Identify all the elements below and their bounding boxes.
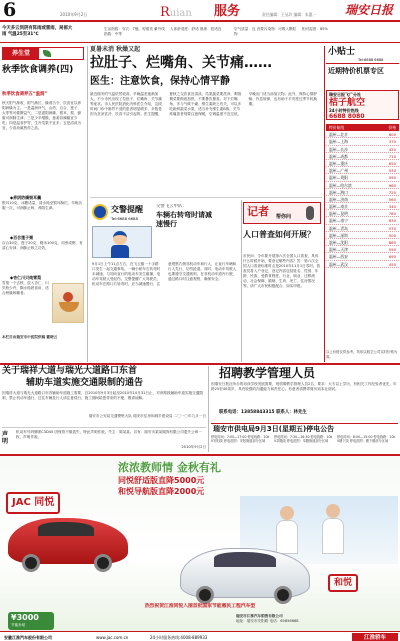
microphone-icon bbox=[306, 206, 314, 220]
promo-line-2: 24小时特价热线 bbox=[329, 108, 359, 113]
route-cell: 温州—重庆 bbox=[329, 160, 348, 166]
price-cell: 370 bbox=[388, 139, 396, 145]
health-column bbox=[0, 45, 86, 363]
price-header: 价格 bbox=[388, 125, 396, 130]
ad-dealer: 安徽江淮汽车股份有限公司 bbox=[4, 635, 52, 640]
price-cell: 450 bbox=[388, 261, 396, 267]
comfort-index: 人体舒适度：舒适 晨练：较适宜 bbox=[170, 27, 222, 31]
notice-headline-1: 关于瑞祥大道与瑞光大道路口东首 bbox=[2, 366, 138, 376]
health-title: 秋季饮食调养(四) bbox=[2, 65, 74, 75]
route-cell: 温州—青岛 bbox=[329, 225, 348, 231]
traffic-notice bbox=[2, 366, 206, 426]
route-header: 特价航线 bbox=[329, 125, 345, 130]
recruit-tel: 联系电话：13858843315 联系人：林先生 bbox=[219, 410, 307, 415]
fare-table-row bbox=[326, 217, 399, 224]
ad-offer-1: 同悦舒适版直降5000元 bbox=[118, 476, 205, 485]
route-cell: 温州—上海 bbox=[329, 139, 348, 145]
tips-note: 以上价格仅供参考，具体以航空公司实时价格为准。 bbox=[326, 350, 398, 359]
fare-table-row bbox=[326, 232, 399, 239]
life-index: 生活指数：穿衣：T恤、短裙类 紫外线指数：中等 bbox=[104, 27, 165, 36]
health-item-3-title: ◆杏仁川贝炖雪梨 bbox=[10, 275, 42, 280]
health-tag bbox=[2, 47, 84, 60]
statement-sign: 2010年9月2日 bbox=[181, 445, 206, 449]
reporter-question: 人口普查如何开展？ bbox=[243, 230, 315, 239]
cartoon-officer-body bbox=[111, 245, 129, 258]
route-cell: 温州—济南 bbox=[329, 196, 348, 202]
person-icon bbox=[326, 504, 340, 518]
route-cell: 温州—海口 bbox=[329, 189, 348, 195]
fare-table-row bbox=[326, 246, 399, 253]
traffic-label: 交警提醒 bbox=[111, 205, 143, 214]
price-cell: 710 bbox=[388, 153, 396, 159]
notice-body: 因瑞祥大道与瑞光大道路口东首辅助车道施工需要，自2010年9月3日起至2010年10月31日止，对该路段辅助车道实施交通限制，禁止机动车通行，过往车辆及行人请注意绕行。施工期间给您带来的不便，敬请谅解。 bbox=[2, 391, 203, 400]
divider bbox=[241, 200, 242, 362]
ad-slogan: 浓浓教师情 金秋有礼 bbox=[118, 461, 221, 474]
reporter-label: 记者 bbox=[247, 205, 269, 218]
traffic-kicker: 交警飞云中队： bbox=[156, 204, 187, 209]
reporter-qa bbox=[243, 200, 323, 362]
price-cell: 650 bbox=[388, 160, 396, 166]
fare-table-row bbox=[326, 174, 399, 181]
ad-energy-note: 热烈祝贺江淮同悦入围首批国家节能惠民工程汽车型 bbox=[144, 604, 256, 609]
leaf-icon bbox=[43, 50, 51, 57]
price-cell: 420 bbox=[388, 146, 396, 152]
ad-address: 地址：瑞安市安阳路 电话：65856668 bbox=[236, 619, 299, 623]
power-item-1: 停电时间：7:00—17:00 停电线路：10kV安阳线 停电范围：安阳街道部分区域 bbox=[211, 435, 270, 444]
issue-date: 2010年9月2日 bbox=[60, 12, 88, 17]
ad-footer bbox=[0, 631, 400, 641]
price-cell: 560 bbox=[388, 196, 396, 202]
fare-table-row bbox=[326, 239, 399, 246]
recruitment bbox=[211, 366, 398, 422]
fare-table-row bbox=[326, 167, 399, 174]
fare-table-row bbox=[326, 189, 399, 196]
price-cell: 530 bbox=[388, 168, 396, 174]
fare-table-row bbox=[326, 160, 399, 167]
price-cell: 780 bbox=[388, 211, 396, 217]
notice-headline-2: 辅助车道实施交通限制的通告 bbox=[26, 378, 144, 388]
promo-brand: 桔子航空 bbox=[329, 98, 366, 108]
divider bbox=[324, 46, 325, 362]
fare-table-row bbox=[326, 146, 399, 153]
power-outage bbox=[211, 423, 398, 453]
car-wheel-icon bbox=[196, 586, 214, 604]
jac-logo-2: 和悦 bbox=[328, 574, 358, 592]
fare-table-row bbox=[326, 225, 399, 232]
police-icon bbox=[92, 204, 108, 220]
ad-shop-info bbox=[236, 614, 396, 624]
feature-deck: 医生：注意饮食，保持心情平静 bbox=[90, 76, 230, 87]
route-cell: 温州—沈阳 bbox=[329, 240, 348, 245]
feature-headline: 拉肚子、烂嘴角、关节痛…… bbox=[90, 55, 272, 71]
divider bbox=[326, 63, 399, 64]
price-cell: 590 bbox=[388, 175, 396, 181]
recruit-body: 因瑞安日报社所办的培训学校发展需要，现招聘教学管理人员2名，要求：大专以上学历，有相关工作经验者优先，年龄25至40周岁，具有较强的沟通能力和责任心。有意者请携带简历到本社面试。 bbox=[211, 382, 397, 391]
person-icon bbox=[280, 506, 294, 520]
statement bbox=[2, 427, 206, 451]
route-cell: 温州—深圳 bbox=[329, 232, 348, 238]
health-illustration bbox=[52, 283, 84, 323]
traffic-illustration bbox=[92, 226, 152, 258]
recruit-headline: 招聘教学管理人员 bbox=[219, 366, 316, 380]
divider bbox=[90, 197, 322, 198]
health-item-1-body: 银耳10克，冰糖适量，清水炖至银耳酥烂，早晚各服一次，可润肺止咳、养阴生津。 bbox=[2, 201, 83, 210]
reporter-body: 市民问：今年要开展第六次全国人口普查，具体什么时候开始，要登记哪些内容？答：第六次全国人口普查标准时点是2010年11月1日零时。普查员将入户登记，登记内容包括姓名、性别、年龄、民族、受教育程度、行业、职业、迁移流动、社会保障、婚姻、生育、死亡、住房情况等。请广大市民积极配合，如实申报。 bbox=[243, 254, 321, 288]
bowl-icon bbox=[59, 302, 79, 312]
fare-table-row bbox=[326, 203, 399, 210]
tips-box-title: 近期特价机票专区 bbox=[328, 67, 384, 75]
weather-forecast: 今天多云到阴有阵雨或雷雨，局部大雨 气温25至31℃ bbox=[2, 26, 73, 37]
section-name-en: Ruian bbox=[160, 5, 192, 20]
ad-brand: 江淮轿车 bbox=[352, 633, 398, 641]
price-cell: 600 bbox=[388, 132, 396, 138]
paper-logo: 瑞安日报 bbox=[345, 3, 394, 17]
ad-website[interactable]: www.jac.com.cn bbox=[96, 635, 129, 640]
power-headline: 瑞安市供电局9月3日(星期五)停电公告 bbox=[213, 425, 335, 433]
car-wheel-icon bbox=[274, 586, 292, 604]
power-item-3: 停电时间：8:00—15:00 停电线路：10kV塘下线 停电范围：塘下镇部分区域 bbox=[337, 435, 396, 444]
reporter-banner bbox=[243, 202, 321, 224]
reporter-label-2: 帮你问 bbox=[276, 214, 292, 220]
route-cell: 温州—武汉 bbox=[329, 261, 348, 267]
notice-sign: 瑞安市公安局交通警察大队 瑞安市住房和城乡建设局 二〇一〇年九月一日 bbox=[88, 414, 206, 418]
tips-title: 小贴士 bbox=[328, 47, 356, 57]
fare-table-header bbox=[326, 124, 399, 131]
jac-logo-1: JAC 同悦 bbox=[6, 492, 60, 514]
route-cell: 温州—南宁 bbox=[329, 218, 348, 224]
tips-tel: Tel:6688 6688 bbox=[358, 58, 384, 62]
fare-table-row bbox=[326, 253, 399, 260]
person-icon bbox=[322, 518, 344, 554]
fare-table-row bbox=[326, 153, 399, 160]
price-cell: 630 bbox=[388, 218, 396, 224]
health-subtitle: 秋季饮食调养五“温润” bbox=[2, 92, 48, 97]
statement-body: 机动车号码牌浙C3D45 因保管不慎遗失，特此声明作废。失主：陈某某。另有：瑞安市某某服饰有限公司遗失公章一枚，声明作废。 bbox=[16, 430, 202, 439]
traffic-article bbox=[90, 200, 240, 362]
route-cell: 温州—哈尔滨 bbox=[329, 182, 352, 188]
price-cell: 690 bbox=[388, 254, 396, 260]
feature-kicker: 夏暑未消 秋燥又起 bbox=[90, 46, 141, 53]
fare-table-row bbox=[326, 210, 399, 217]
person-icon bbox=[276, 520, 298, 554]
masthead bbox=[0, 0, 400, 22]
tips-column bbox=[326, 46, 399, 364]
subsidy-badge bbox=[8, 612, 54, 630]
ad-hotline: 24小时服务热线:4008-889933 bbox=[150, 635, 208, 640]
airline-promo bbox=[326, 90, 399, 120]
feature-article bbox=[90, 46, 322, 196]
route-cell: 温州—成都 bbox=[329, 153, 348, 159]
route-cell: 温州—贵阳 bbox=[329, 175, 348, 181]
route-cell: 温州—长沙 bbox=[329, 146, 348, 152]
health-item-3-body: 雪梨一个去核，放入杏仁、川贝粉少许，隔水炖熟食用，适合秋燥咳嗽者。 bbox=[2, 281, 49, 295]
route-cell: 温州—西安 bbox=[329, 254, 348, 260]
route-cell: 温州—广州 bbox=[329, 168, 348, 174]
divider bbox=[87, 46, 88, 362]
price-cell: 960 bbox=[388, 182, 396, 188]
air-quality: 空气质量：良 首要污染物：可吸入颗粒物 bbox=[234, 27, 297, 36]
fare-table-row bbox=[326, 196, 399, 203]
feature-body: 最近瑞安的气温依然较高，早晚温差逐渐加大，不少市民出现了拉肚子、烂嘴角、关节痛等症状。市人民医院消化内科医生介绍，这段时间门诊中肠胃不适的患者明显增多，多数是因为贪凉饮冷、饮食不洁引起的。医生提醒，夏秋之交饮食宜清淡，瓜果蔬菜要洗净，剩饭剩菜要彻底加热，不要暴饮暴食。对于烂嘴角，多与气候干燥、维生素缺乏有关，可以多吃新鲜蔬菜水果，适当补充维生素B族。关节疼痛患者则要注意保暖，空调温度不宜过低，早晚出门适当添加衣物。此外，保持心情舒畅、作息规律，也有助于平安度过季节转换期。 bbox=[90, 92, 317, 116]
editor-credit: 责任编辑：王丛玲 编辑：朱惠一 bbox=[262, 12, 317, 17]
route-cell: 温州—昆明 bbox=[329, 211, 348, 217]
ad-offer-2: 和悦导航版直降2000元 bbox=[118, 487, 205, 496]
fare-table-row bbox=[326, 131, 399, 138]
route-cell: 温州—北京 bbox=[329, 132, 348, 138]
price-cell: 340 bbox=[388, 204, 396, 210]
fare-table bbox=[326, 124, 399, 268]
traffic-headline: 车辆右转弯时请减速慢行 bbox=[156, 211, 212, 228]
page-number: 6 bbox=[3, 0, 17, 21]
humidity: 相对湿度：85% bbox=[302, 27, 328, 31]
health-item-1-title: ◆养阴防燥银耳羹 bbox=[10, 195, 42, 200]
health-body: 秋天阳气渐收，阴气渐长，燥邪当令，饮食宜以养阴润燥为主。一是温润补气，山药、百合、莲子、大枣等可健脾益气；二是滋阴润燥，银耳、梨、蜂蜜可润肺生津；三是少辛增酸，葱姜蒜辣椒宜少吃；四是温食护胃，生冷瓜果不宜多；五是清淡为宜，少食油腻煎炸之品。 bbox=[2, 101, 82, 130]
ad-shop: 瑞安市江淮汽车销售有限公司 bbox=[236, 614, 283, 618]
statement-label: 声明 bbox=[2, 431, 9, 445]
health-item-2-body: 百合30克、莲子20克、粳米100克，同煮成粥，有清心安神、润肺止咳之功效。 bbox=[2, 241, 83, 250]
route-cell: 温州—南京 bbox=[329, 204, 348, 210]
red-car-window bbox=[38, 522, 94, 536]
promo-phone: 6688 8080 bbox=[329, 113, 365, 120]
cartoon-officer-icon bbox=[113, 231, 127, 245]
divider bbox=[0, 363, 400, 365]
traffic-body: 9月1日上午11点左右，在飞云镇一十字路口发生一起交通事故，一辆小轿车右转弯时未减速，与同向直行的电动车发生碰撞，电动车驾驶人受轻伤。交警提醒广大驾驶员，机动车在路口右转弯时，应当减速慢行，注意观察右侧非机动车和行人，让直行车辆和行人先行，切勿抢道。同时，电动车驾驶人也要遵守交通规则，在非机动车道内行驶，通过路口时注意观察，确保安全。 bbox=[92, 262, 237, 286]
car-wheel-icon bbox=[94, 554, 112, 572]
white-car-window bbox=[214, 552, 276, 567]
car-wheel-icon bbox=[22, 554, 40, 572]
car-advertisement bbox=[0, 454, 400, 641]
power-item-2: 停电时间：7:30—16:30 停电线路：10kV莘塍线 停电范围：莘塍街道部分区域 bbox=[274, 435, 333, 444]
section-name: 服务 bbox=[214, 4, 241, 19]
health-item-2-title: ◆百合莲子粥 bbox=[10, 235, 34, 240]
fare-table-row bbox=[326, 261, 399, 268]
promo-line-1: 瑞安日报飞广分社 bbox=[329, 92, 361, 97]
price-cell: 500 bbox=[388, 232, 396, 238]
price-cell: 570 bbox=[388, 225, 396, 231]
divider bbox=[208, 366, 209, 452]
traffic-tel: Tel:6688 6688 bbox=[111, 216, 138, 221]
health-footer: 本栏目由瑞安市中医院供稿 戴晓云 bbox=[2, 335, 58, 339]
subsidy-amount: ¥3000 bbox=[11, 613, 39, 622]
fruit-icon bbox=[63, 292, 73, 302]
weather-info-bar bbox=[0, 23, 400, 43]
section-initial: R bbox=[160, 5, 170, 20]
health-tag-label: 养生堂 bbox=[3, 48, 39, 59]
route-cell: 温州—天津 bbox=[329, 247, 348, 253]
subsidy-label: 节能补贴 bbox=[11, 623, 26, 627]
price-cell: 880 bbox=[388, 240, 396, 245]
price-cell: 720 bbox=[388, 189, 396, 195]
price-cell: 590 bbox=[388, 247, 396, 253]
fare-table-row bbox=[326, 138, 399, 145]
fare-table-row bbox=[326, 182, 399, 189]
